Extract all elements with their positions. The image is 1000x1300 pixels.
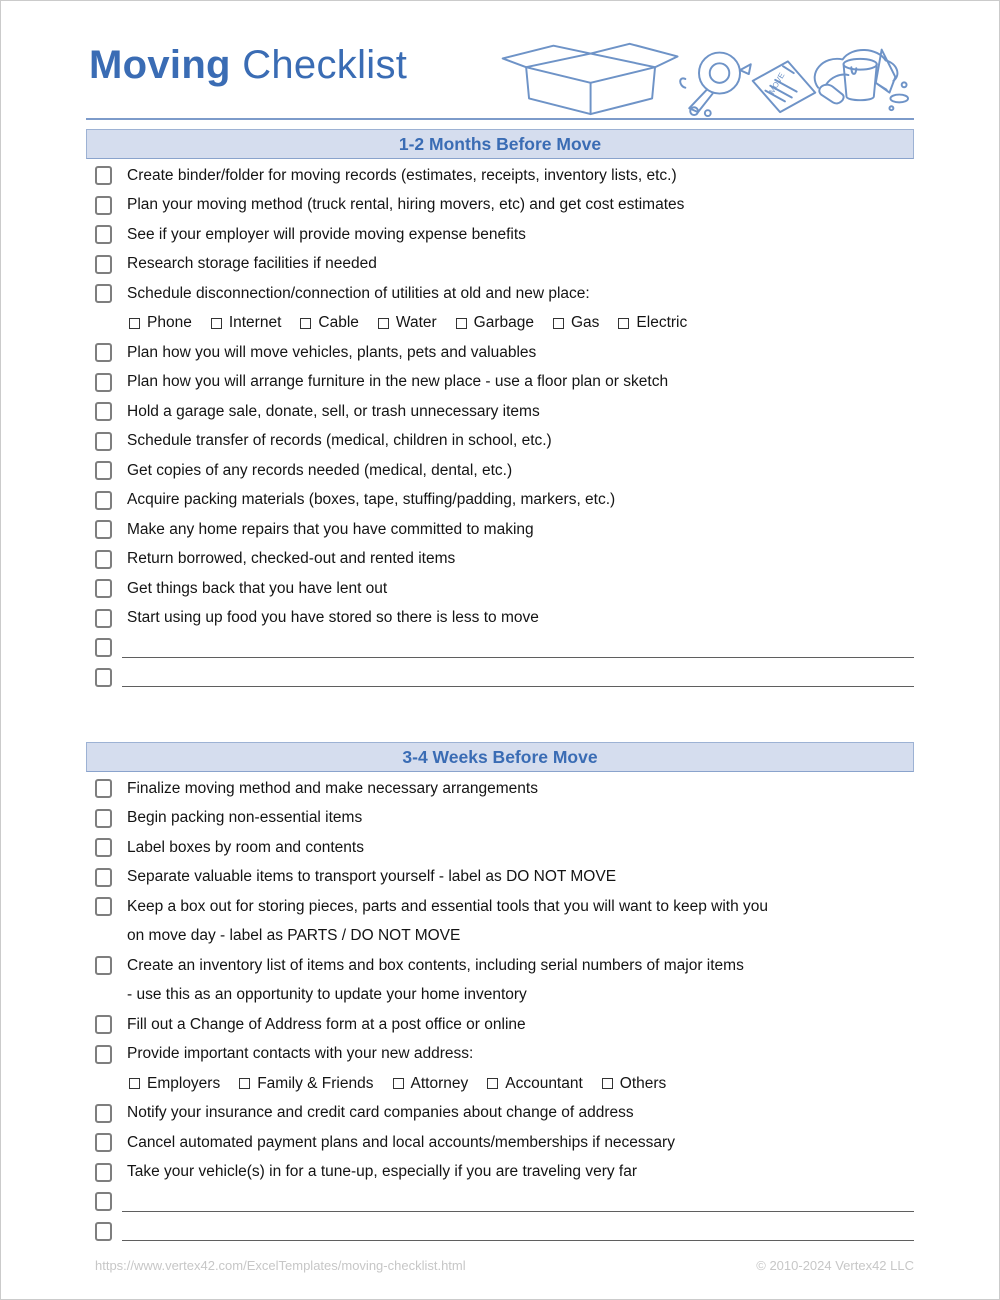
checklist-section xyxy=(86,129,914,692)
option-label: Family & Friends xyxy=(257,1074,374,1092)
task-label: Get things back that you have lent out xyxy=(127,579,388,597)
checklist-row xyxy=(86,774,914,804)
page-title-bold: Moving xyxy=(89,43,231,87)
option-checkbox[interactable] xyxy=(393,1078,404,1089)
checkbox[interactable] xyxy=(95,491,112,510)
option xyxy=(378,314,437,332)
task-label: See if your employer will provide moving expense benefits xyxy=(127,225,526,243)
task-label: Return borrowed, checked-out and rented items xyxy=(127,550,456,568)
section-title: 1-2 Months Before Move xyxy=(398,133,602,154)
checkbox[interactable] xyxy=(95,461,112,480)
paint-brush-icon xyxy=(876,50,896,93)
task-label: Cancel automated payment plans and local accounts/memberships if necessary xyxy=(127,1133,675,1151)
checkbox[interactable] xyxy=(95,779,112,798)
checklist-row xyxy=(86,1010,914,1040)
option xyxy=(300,314,359,332)
option xyxy=(393,1075,469,1093)
option-label: Cable xyxy=(318,314,359,332)
option-label: Attorney xyxy=(410,1074,469,1092)
write-in-line[interactable] xyxy=(122,667,914,687)
option xyxy=(487,1075,583,1093)
checkbox[interactable] xyxy=(95,520,112,539)
task-label: Begin packing non-essential items xyxy=(127,809,363,827)
checkbox[interactable] xyxy=(95,1015,112,1034)
checkbox[interactable] xyxy=(95,579,112,598)
checklist-row xyxy=(86,427,914,457)
option-checkbox[interactable] xyxy=(300,318,311,329)
task-label: Hold a garage sale, donate, sell, or trash unnecessary items xyxy=(127,402,540,420)
checklist-row xyxy=(86,804,914,834)
checkbox[interactable] xyxy=(95,1163,112,1182)
checklist-sections xyxy=(86,129,914,1246)
header xyxy=(86,1,914,120)
section-rows xyxy=(86,774,914,1246)
option xyxy=(239,1075,373,1093)
move-list-icon xyxy=(753,61,816,112)
checklist-row xyxy=(86,1158,914,1188)
checklist-row xyxy=(86,1069,914,1099)
checklist-row xyxy=(86,220,914,250)
checklist-row xyxy=(86,922,914,952)
checklist-row xyxy=(86,951,914,981)
checkbox[interactable] xyxy=(95,668,112,687)
checkbox[interactable] xyxy=(95,550,112,569)
checkbox[interactable] xyxy=(95,373,112,392)
checklist-row xyxy=(86,1187,914,1217)
checklist-row xyxy=(86,1099,914,1129)
checkbox[interactable] xyxy=(95,956,112,975)
task-label: Create an inventory list of items and box contents, including serial numbers of major items xyxy=(127,956,744,974)
option-checkbox[interactable] xyxy=(618,318,629,329)
checklist-row xyxy=(86,981,914,1011)
checkbox[interactable] xyxy=(95,1133,112,1152)
option-label: Electric xyxy=(636,314,688,332)
checklist-row xyxy=(86,1128,914,1158)
write-in-line[interactable] xyxy=(122,1192,914,1212)
task-label: Schedule disconnection/connection of utilities at old and new place: xyxy=(127,284,590,302)
checklist-row xyxy=(86,456,914,486)
option-checkbox[interactable] xyxy=(129,318,140,329)
task-label: Separate valuable items to transport yourself - label as DO NOT MOVE xyxy=(127,868,617,886)
option-checkbox[interactable] xyxy=(129,1078,140,1089)
task-label: Schedule transfer of records (medical, children in school, etc.) xyxy=(127,432,552,450)
option-checkbox[interactable] xyxy=(553,318,564,329)
checklist-row xyxy=(86,191,914,221)
paint-roller-icon xyxy=(819,85,843,104)
option-checkbox[interactable] xyxy=(456,318,467,329)
checklist-row xyxy=(86,309,914,339)
write-in-line[interactable] xyxy=(122,1221,914,1241)
section-header xyxy=(86,129,914,159)
option-label: Garbage xyxy=(473,314,534,332)
checkbox[interactable] xyxy=(95,284,112,303)
move-list-label: MOVE xyxy=(767,71,787,96)
task-label: Plan how you will move vehicles, plants, pets and valuables xyxy=(127,343,537,361)
task-label: Plan how you will arrange furniture in the new place - use a floor plan or sketch xyxy=(127,373,669,391)
checklist-row xyxy=(86,1040,914,1070)
checklist-row xyxy=(86,833,914,863)
task-label: Take your vehicle(s) in for a tune-up, especially if you are traveling very far xyxy=(127,1163,638,1181)
option-label: Water xyxy=(395,314,437,332)
tape-roll-icon xyxy=(699,53,740,94)
task-label: Label boxes by room and contents xyxy=(127,838,364,856)
checkbox[interactable] xyxy=(95,838,112,857)
checkbox[interactable] xyxy=(95,638,112,657)
option-label: Employers xyxy=(147,1074,221,1092)
option xyxy=(553,314,599,332)
checkbox[interactable] xyxy=(95,809,112,828)
checklist-row xyxy=(86,1217,914,1247)
option-checkbox[interactable] xyxy=(487,1078,498,1089)
option xyxy=(211,314,282,332)
option-label: Internet xyxy=(228,314,282,332)
checklist-row xyxy=(86,279,914,309)
checkbox[interactable] xyxy=(95,343,112,362)
checkbox[interactable] xyxy=(95,1192,112,1211)
checklist-row xyxy=(86,397,914,427)
checkbox[interactable] xyxy=(95,868,112,887)
checkbox[interactable] xyxy=(95,225,112,244)
task-label: Make any home repairs that you have committed to making xyxy=(127,520,534,538)
option-label: Gas xyxy=(570,314,600,332)
checklist-row xyxy=(86,368,914,398)
task-label-continuation: on move day - label as PARTS / DO NOT MOVE xyxy=(127,927,461,945)
option-checkbox[interactable] xyxy=(602,1078,613,1089)
checkbox[interactable] xyxy=(95,402,112,421)
checklist-row xyxy=(86,545,914,575)
task-label: Research storage facilities if needed xyxy=(127,255,377,273)
option-checkbox[interactable] xyxy=(378,318,389,329)
task-label: Get copies of any records needed (medical, dental, etc.) xyxy=(127,461,513,479)
checklist-row xyxy=(86,863,914,893)
checklist-row xyxy=(86,663,914,693)
checklist-row xyxy=(86,486,914,516)
option xyxy=(456,314,534,332)
section-rows xyxy=(86,161,914,692)
page-title-light: Checklist xyxy=(242,43,408,87)
checklist-row xyxy=(86,892,914,922)
option xyxy=(129,314,192,332)
task-label: Notify your insurance and credit card companies about change of address xyxy=(127,1104,634,1122)
checklist-row xyxy=(86,604,914,634)
checkbox[interactable] xyxy=(95,1104,112,1123)
option xyxy=(129,1075,220,1093)
checkbox[interactable] xyxy=(95,609,112,628)
option xyxy=(618,314,687,332)
task-label: Start using up food you have stored so there is less to move xyxy=(127,609,539,627)
section-header xyxy=(86,742,914,772)
checklist-row xyxy=(86,633,914,663)
checklist-section xyxy=(86,742,914,1246)
option xyxy=(602,1075,667,1093)
checkbox[interactable] xyxy=(95,166,112,185)
task-label: Provide important contacts with your new address: xyxy=(127,1045,474,1063)
checkbox[interactable] xyxy=(95,1222,112,1241)
option-checkbox[interactable] xyxy=(211,318,222,329)
option-label: Others xyxy=(619,1074,667,1092)
footer xyxy=(95,1258,914,1273)
task-label: Finalize moving method and make necessary arrangements xyxy=(127,779,538,797)
task-label: Acquire packing materials (boxes, tape, stuffing/padding, markers, etc.) xyxy=(127,491,616,509)
option-checkbox[interactable] xyxy=(239,1078,250,1089)
checklist-row xyxy=(86,515,914,545)
option-label: Accountant xyxy=(505,1074,583,1092)
moving-supplies-illustration xyxy=(489,34,909,118)
task-label: Create binder/folder for moving records (estimates, receipts, inventory lists, etc.) xyxy=(127,166,677,184)
checkbox[interactable] xyxy=(95,196,112,215)
footer-url[interactable]: https://www.vertex42.com/ExcelTemplates/moving-checklist.html xyxy=(95,1258,466,1273)
checklist-row xyxy=(86,161,914,191)
footer-copyright: © 2010-2024 Vertex42 LLC xyxy=(756,1258,914,1273)
task-label: Fill out a Change of Address form at a post office or online xyxy=(127,1015,526,1033)
page-title xyxy=(89,43,407,87)
checklist-row xyxy=(86,338,914,368)
task-label: Keep a box out for storing pieces, parts and essential tools that you will want to keep with you xyxy=(127,897,769,915)
section-title: 3-4 Weeks Before Move xyxy=(402,746,598,767)
task-label-continuation: - use this as an opportunity to update your home inventory xyxy=(127,986,527,1004)
checklist-row xyxy=(86,574,914,604)
paint-bucket-icon xyxy=(844,59,877,70)
checkbox[interactable] xyxy=(95,255,112,274)
checklist-row xyxy=(86,250,914,280)
task-label: Plan your moving method (truck rental, hiring movers, etc) and get cost estimates xyxy=(127,196,685,214)
checkbox[interactable] xyxy=(95,1045,112,1064)
box-icon xyxy=(526,54,655,83)
checkbox[interactable] xyxy=(95,897,112,916)
checkbox[interactable] xyxy=(95,432,112,451)
write-in-line[interactable] xyxy=(122,638,914,658)
option-label: Phone xyxy=(147,314,192,332)
